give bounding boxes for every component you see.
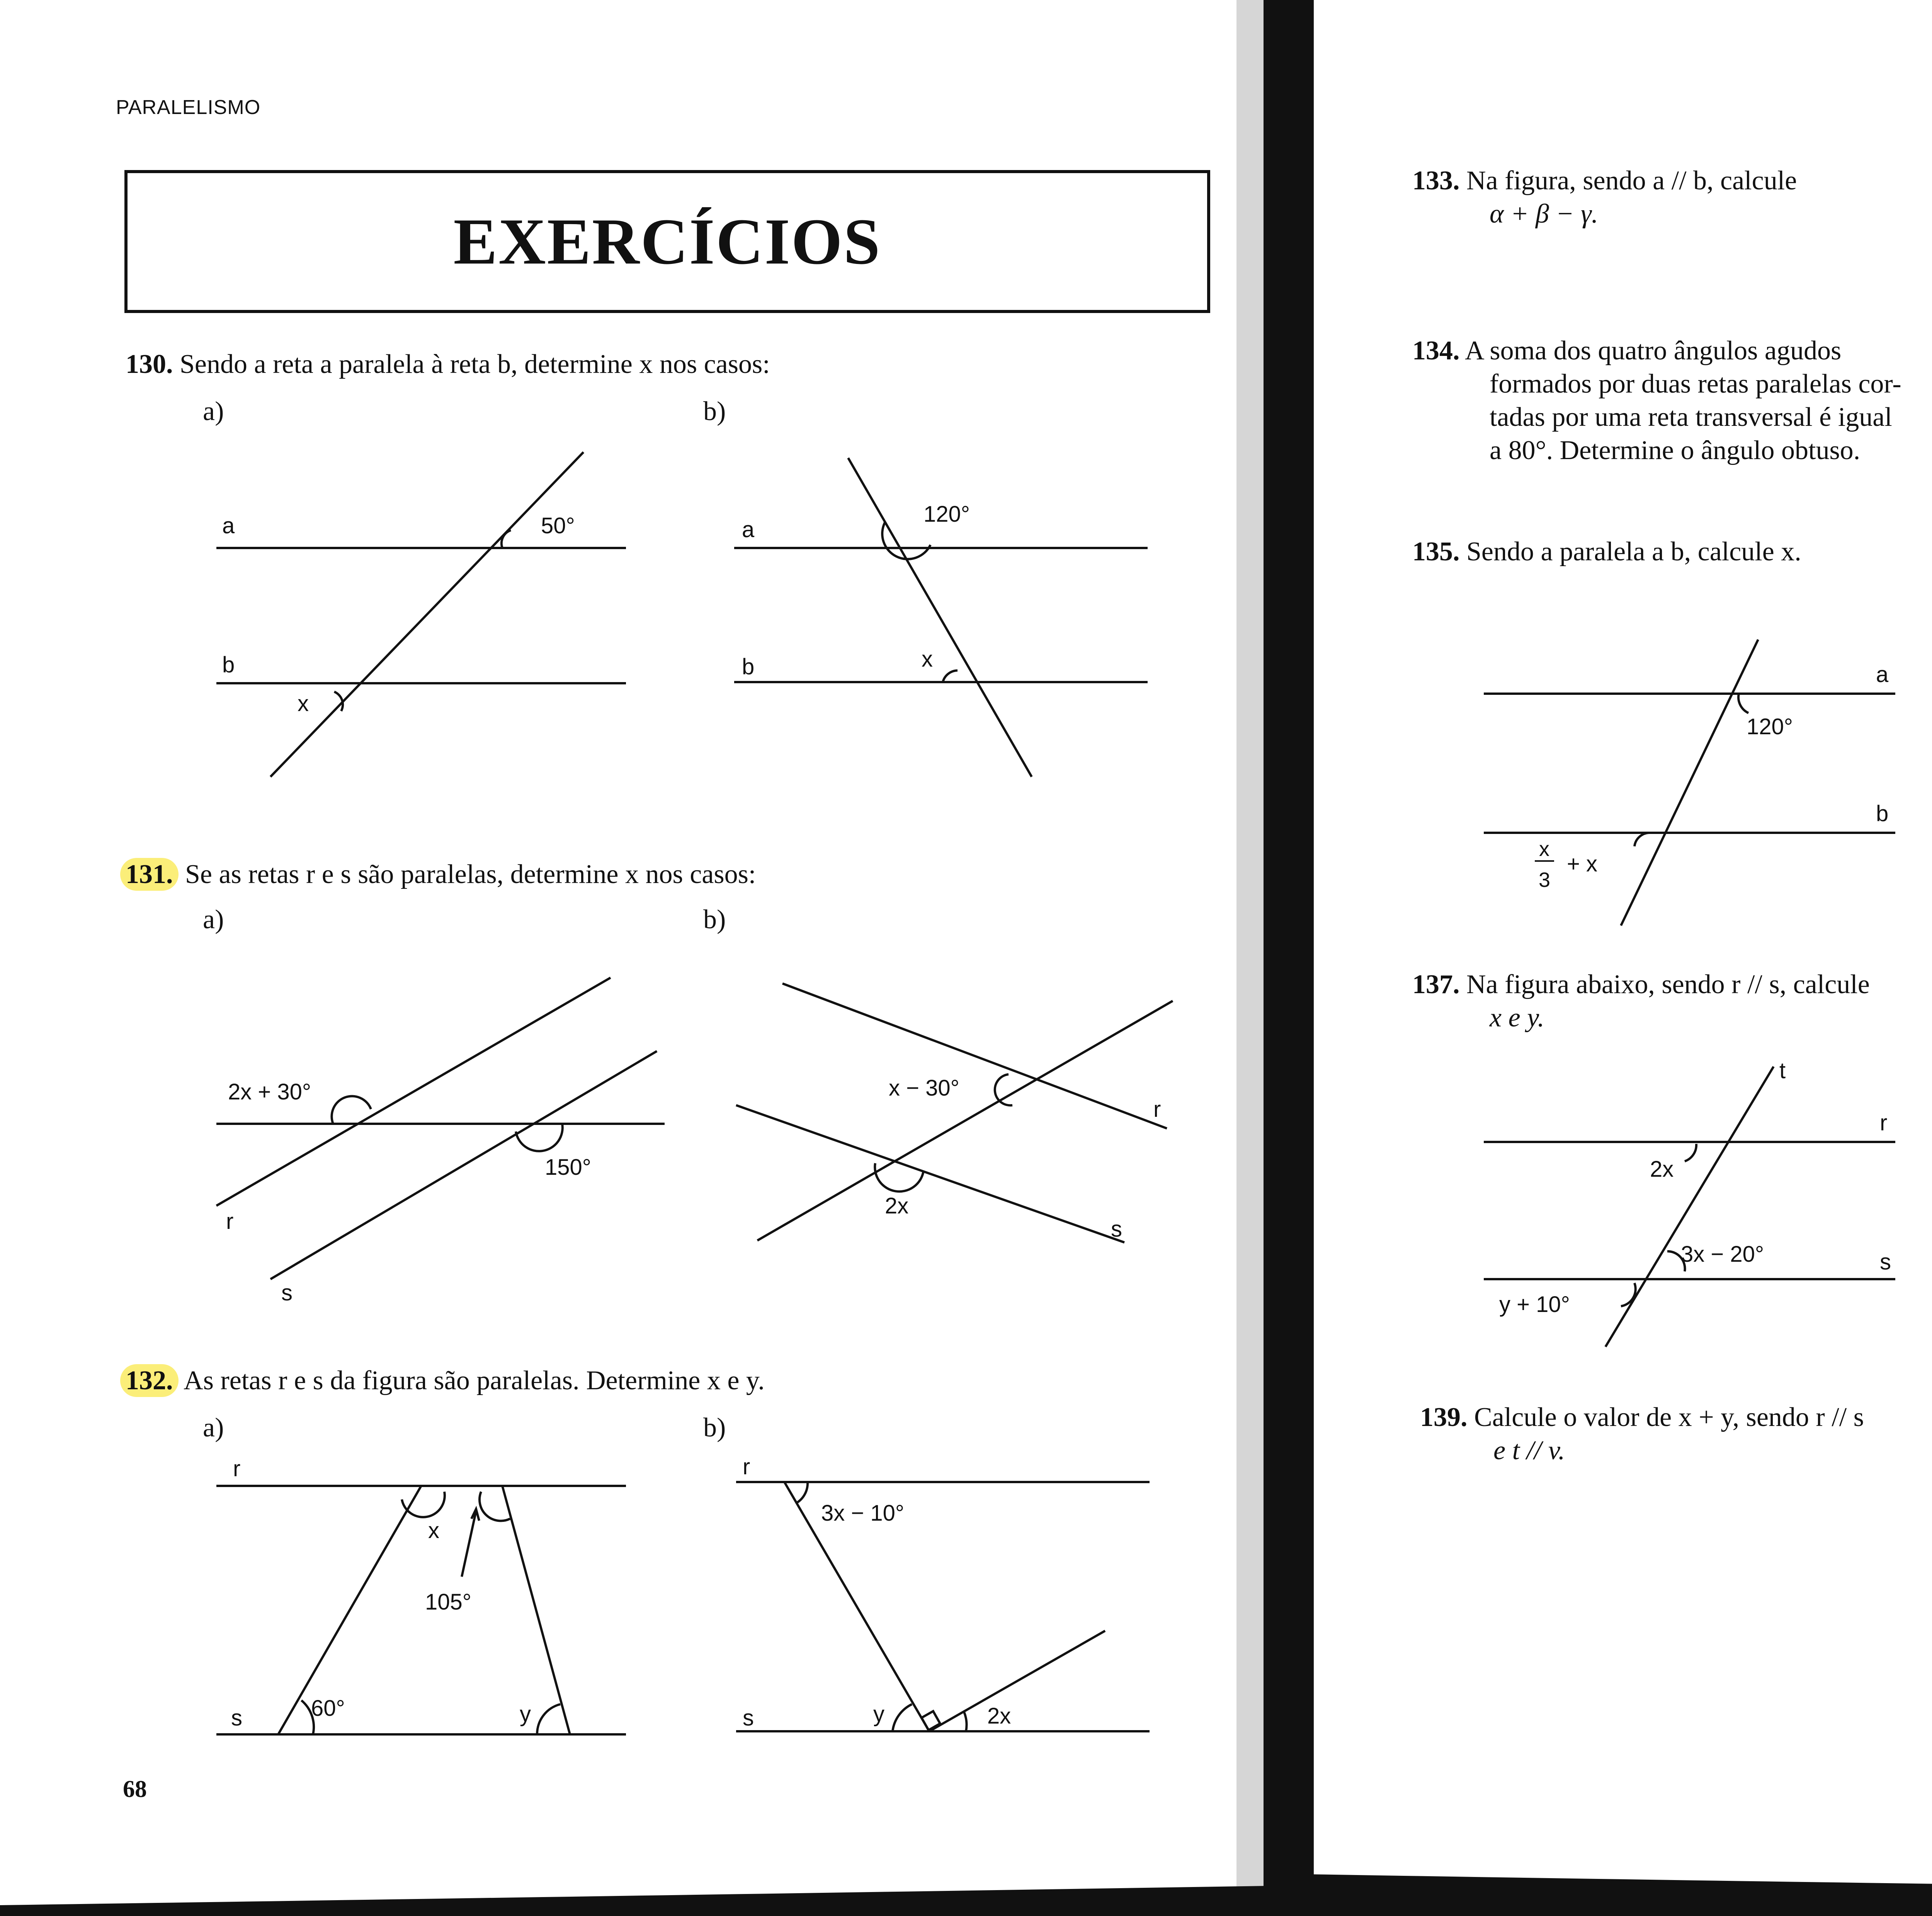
case-b-label: b): [703, 905, 726, 934]
exercise-number: 133.: [1412, 166, 1460, 196]
exercise-131: [126, 858, 756, 891]
angle-label-2: 3x − 20°: [1681, 1242, 1764, 1267]
book-gutter: [1264, 0, 1314, 1916]
case-b-label: b): [703, 1413, 726, 1443]
line-label-r: r: [1153, 1097, 1161, 1122]
angle-label: 50°: [541, 513, 575, 538]
figure-137: [1484, 1058, 1895, 1347]
case-a-label: a): [203, 905, 224, 934]
case-b-label: b): [703, 396, 726, 426]
angle-label-y: y: [873, 1702, 884, 1727]
line-label-b: b: [1876, 801, 1889, 826]
angle-label-2: 150°: [545, 1155, 591, 1180]
case-a-label: a): [203, 1413, 224, 1443]
exercise-number: 139.: [1420, 1402, 1468, 1432]
case-a-label: a): [203, 396, 224, 426]
exercise-text-line1: Calcule o valor de x + y, sendo r // s: [1474, 1402, 1864, 1432]
line-label-a: a: [1876, 662, 1889, 687]
line-label-t: t: [1779, 1058, 1786, 1083]
line-label-b: b: [742, 654, 755, 679]
exercise-text-line1: Na figura abaixo, sendo r // s, calcule: [1466, 970, 1870, 999]
exercise-text: As retas r e s da figura são paralelas. Determine x e y.: [184, 1366, 765, 1395]
line-label-a: a: [742, 517, 755, 542]
line-label-s: s: [281, 1280, 293, 1305]
angle-label-3: y + 10°: [1499, 1292, 1570, 1317]
angle-label: 120°: [923, 502, 970, 527]
angle-label-x: x: [298, 691, 309, 716]
line-label-s: s: [1880, 1249, 1891, 1274]
line-label-b: b: [222, 652, 235, 677]
exercise-number: 130.: [126, 349, 173, 379]
line-label-s: s: [1111, 1217, 1122, 1242]
exercise-text-line2: e t // v.: [1493, 1436, 1565, 1465]
running-header-left: PARALELISMO: [116, 96, 261, 119]
exercise-text: Se as retas r e s são paralelas, determine x nos casos:: [185, 859, 756, 889]
exercise-text-line4: a 80°. Determine o ângulo obtuso.: [1490, 436, 1861, 465]
exercise-number: 134.: [1412, 336, 1460, 366]
line-label-s: s: [743, 1705, 754, 1731]
angle-label-105: 105°: [425, 1589, 471, 1615]
exercise-text: Sendo a reta a paralela à reta b, determine x nos casos:: [180, 349, 770, 379]
angle-label-60: 60°: [311, 1696, 345, 1721]
figure-135: [1484, 640, 1895, 926]
figure-132a: [216, 1456, 626, 1734]
exercise-text-line2: formados por duas retas paralelas cor-: [1490, 369, 1901, 399]
angle-label-1: 2x: [1650, 1157, 1674, 1182]
fraction-numerator: x: [1539, 837, 1549, 861]
angle-label-2: 2x: [885, 1193, 909, 1218]
line-label-r: r: [743, 1454, 750, 1479]
angle-label-1: 3x − 10°: [821, 1501, 905, 1526]
exercise-text-line1: A soma dos quatro ângulos agudos: [1465, 336, 1842, 366]
line-label-r: r: [1880, 1110, 1888, 1135]
angle-label-1: x − 30°: [889, 1075, 959, 1101]
angle-label-x: x: [428, 1518, 439, 1543]
figure-131a: [216, 978, 665, 1305]
fraction-denominator: 3: [1539, 868, 1551, 892]
figure-132b: [736, 1454, 1150, 1731]
angle-label-rest: + x: [1567, 851, 1597, 876]
figure-130b: [734, 458, 1148, 777]
exercise-text: Sendo a paralela a b, calcule x.: [1466, 537, 1801, 567]
exercise-number: 137.: [1412, 970, 1460, 999]
exercise-132: [126, 1364, 765, 1397]
exercise-number: 135.: [1412, 537, 1460, 567]
exercise-text-line2: x e y.: [1490, 1003, 1544, 1033]
angle-label-x: x: [922, 647, 933, 672]
exercise-text-line2: α + β − γ.: [1490, 199, 1599, 229]
figure-131b: [736, 984, 1173, 1242]
exercise-text-line1: Na figura, sendo a // b, calcule: [1466, 166, 1797, 196]
page-number-left: 68: [123, 1776, 147, 1802]
exercise-text-line3: tadas por uma reta transversal é igual: [1490, 402, 1892, 432]
angle-label-1: 2x + 30°: [228, 1079, 311, 1104]
angle-label: 120°: [1747, 714, 1793, 739]
exercise-number: 132.: [120, 1364, 179, 1397]
exercise-number: 131.: [120, 858, 179, 891]
line-label-r: r: [226, 1209, 234, 1234]
page-title: EXERCÍCIOS: [453, 205, 881, 278]
line-label-r: r: [233, 1456, 241, 1481]
angle-label-y: y: [520, 1702, 531, 1727]
line-label-a: a: [222, 513, 235, 538]
line-label-s: s: [231, 1705, 242, 1731]
angle-label-2x: 2x: [987, 1703, 1011, 1729]
figure-130a: [216, 452, 626, 777]
figures-right-page: [1314, 0, 1932, 1916]
